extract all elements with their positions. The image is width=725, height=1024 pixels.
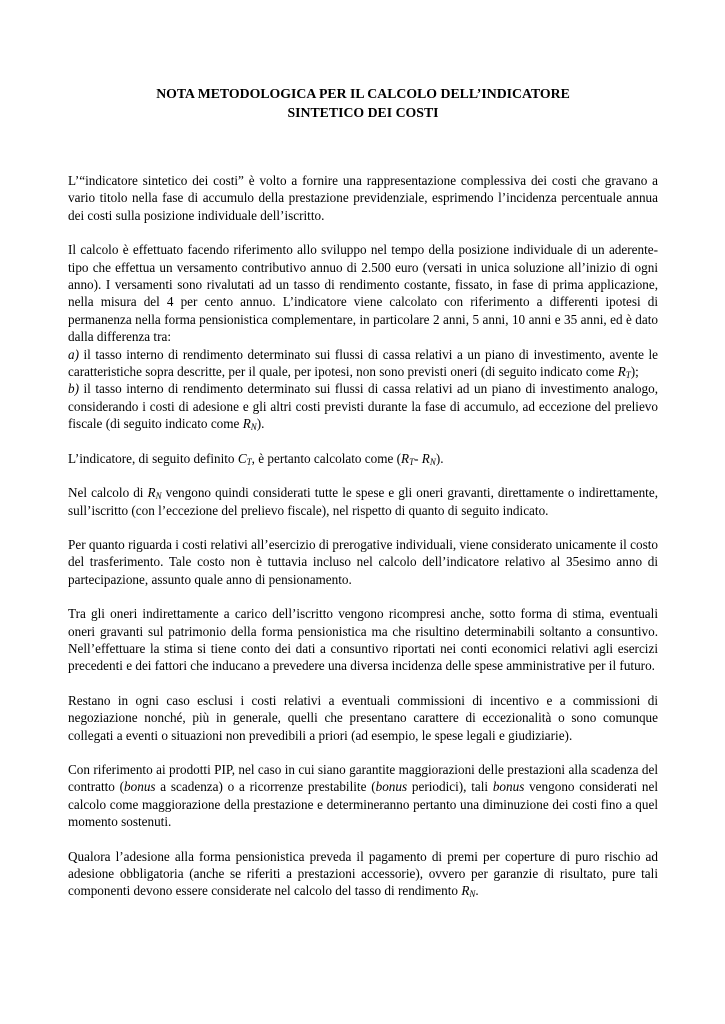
title-line-2: SINTETICO DEI COSTI: [287, 105, 439, 120]
paragraph-indicatore-intro: L’“indicatore sintetico dei costi” è volto a fornire una rappresentazione complessiva dei costi che gravano a vario titolo nella fase di accumulo della prestazione previdenziale, esprimendo l’incidenza percentuale annua dei costi sulla posizione individuale dell’iscritto.: [68, 173, 658, 223]
paragraph-prerogative-individuali: Per quanto riguarda i costi relativi all’esercizio di prerogative individuali, viene considerato unicamente il costo del trasferimento. Tale costo non è tuttavia incluso nel calcolo dell’indicatore relativo al 35esimo anno di partecipazione, assunto quale anno di pensionamento.: [68, 536, 658, 587]
paragraph-prodotti-pip: Con riferimento ai prodotti PIP, nel caso in cui siano garantite maggiorazioni delle prestazioni alla scadenza del contratto (bonus a scadenza) o a ricorrenze prestabilite (bonus periodici), tali bonus vengono considerati nel calcolo come maggiorazione della prestazione e determineranno pertanto una diminuzione dei costi fino a quel momento sostenuti.: [68, 761, 659, 830]
document-title: [68, 84, 658, 122]
paragraph-calcolo-riferimento: Il calcolo è effettuato facendo riferimento allo sviluppo nel tempo della posizione individuale di un aderente-tipo che effettua un versamento contributivo annuo di 2.500 euro (versati in unica soluzione all’inizio di ogni anno). I versamenti sono rivalutati ad un tasso di rendimento costante, fissato, in fase di prima applicazione, nella misura del 4 per cento annuo. L’indicatore viene calcolato con riferimento a differenti ipotesi di permanenza nella forma pensionistica complementare, in particolare 2 anni, 5 anni, 10 anni e 35 anni, ed è dato dalla differenza tra:: [68, 242, 658, 345]
paragraph-definizione-ct: L’indicatore, di seguito definito $C_T$, è pertanto calcolato come ($R_T-$ $R_N$).: [68, 450, 444, 467]
paragraph-costi-esclusi: Restano in ogni caso esclusi i costi relativi a eventuali commissioni di incentivo e a commissioni di negoziazione nonché, più in generale, quelli che presentano carattere di eccezionalità o sono comunque collegati a eventi o situazioni non prevedibili a priori (ad esempio, le spese legali e giudiziarie).: [68, 692, 658, 743]
paragraph-oneri-indiretti: Tra gli oneri indirettamente a carico dell’iscritto vengono ricompresi anche, sotto forma di stima, eventuali oneri gravanti sul patrimonio della forma pensionistica ma che risultino determinabili soltanto a consuntivo. Nell’effettuare la stima si tiene conto dei dati a consuntivo riportati nei conti economici relativi agli esercizi precedenti e dei fattori che inducano a prevedere una diversa incidenza delle spese amministrative per il futuro.: [68, 606, 658, 674]
title-line-1: NOTA METODOLOGICA PER IL CALCOLO DELL’INDICATORE: [156, 86, 570, 101]
list-item-a: a) il tasso interno di rendimento determinato sui flussi di cassa relativi a un piano di investimento, avente le caratteristiche sopra descritte, per il quale, per ipotesi, non sono previsti oneri (di seguito indicato come $R_T$);: [68, 346, 658, 380]
list-item-b: b) il tasso interno di rendimento determinato sui flussi di cassa relativi ad un piano di investimento analogo, considerando i costi di adesione e gli altri costi previsti durante la fase di accumulo, ad eccezione del prelievo fiscale (di seguito indicato come $R_N$).: [68, 381, 658, 433]
paragraph-coperture-rischio: Qualora l’adesione alla forma pensionistica preveda il pagamento di premi per coperture di puro rischio ad adesione obbligatoria (anche se riferiti a prestazioni accessorie), ovvero per garanzie di risultato, pure tali componenti devono essere considerate nel calcolo del tasso di rendimento $R_N$.: [68, 848, 658, 900]
paragraph-calcolo-rn: Nel calcolo di $R_N$ vengono quindi considerati tutte le spese e gli oneri gravanti, direttamente o indirettamente, sull’iscritto (con l’eccezione del prelievo fiscale), nel rispetto di quanto di seguito indicato.: [68, 485, 658, 518]
